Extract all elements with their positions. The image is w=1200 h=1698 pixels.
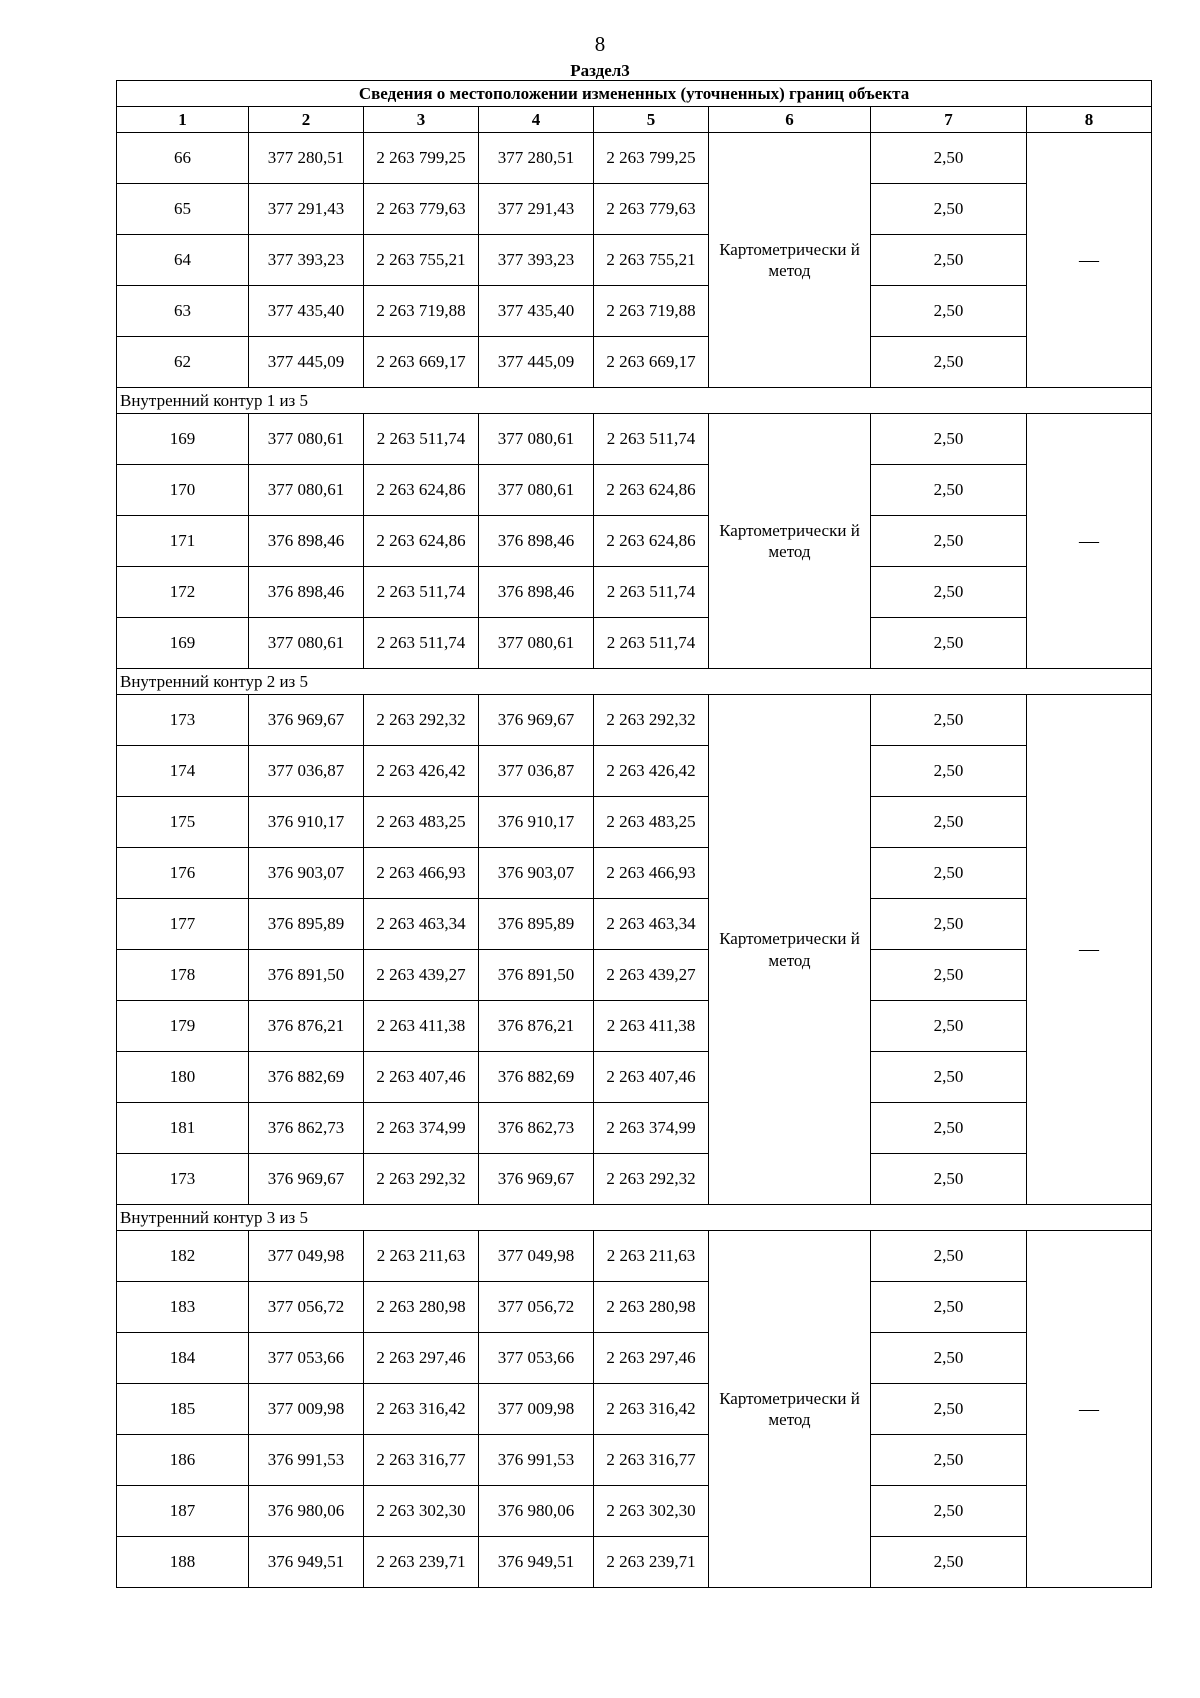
y-coordinate-cell: 2 263 624,86 (594, 465, 709, 516)
accuracy-cell: 2,50 (871, 1154, 1027, 1205)
description-cell: — (1027, 133, 1152, 388)
y-coordinate-cell: 2 263 316,77 (364, 1435, 479, 1486)
table-row (117, 1384, 1152, 1435)
y-coordinate-cell: 2 263 755,21 (594, 235, 709, 286)
accuracy-cell: 2,50 (871, 567, 1027, 618)
x-coordinate-cell: 376 949,51 (249, 1537, 364, 1588)
x-coordinate-cell: 377 393,23 (479, 235, 594, 286)
x-coordinate-cell: 377 049,98 (249, 1231, 364, 1282)
point-number-cell: 172 (117, 567, 249, 618)
y-coordinate-cell: 2 263 292,32 (594, 1154, 709, 1205)
accuracy-cell: 2,50 (871, 1435, 1027, 1486)
x-coordinate-cell: 376 876,21 (479, 1001, 594, 1052)
point-number-cell: 65 (117, 184, 249, 235)
description-cell: — (1027, 1231, 1152, 1588)
point-number-cell: 64 (117, 235, 249, 286)
y-coordinate-cell: 2 263 426,42 (364, 746, 479, 797)
y-coordinate-cell: 2 263 411,38 (594, 1001, 709, 1052)
table-row (117, 1103, 1152, 1154)
point-number-cell: 169 (117, 618, 249, 669)
x-coordinate-cell: 377 053,66 (479, 1333, 594, 1384)
y-coordinate-cell: 2 263 511,74 (364, 414, 479, 465)
y-coordinate-cell: 2 263 483,25 (594, 797, 709, 848)
accuracy-cell: 2,50 (871, 1282, 1027, 1333)
x-coordinate-cell: 377 080,61 (479, 414, 594, 465)
y-coordinate-cell: 2 263 211,63 (594, 1231, 709, 1282)
x-coordinate-cell: 376 910,17 (479, 797, 594, 848)
accuracy-cell: 2,50 (871, 465, 1027, 516)
x-coordinate-cell: 377 435,40 (249, 286, 364, 337)
contour-label: Внутренний контур 3 из 5 (117, 1205, 1152, 1231)
point-number-cell: 170 (117, 465, 249, 516)
point-number-cell: 186 (117, 1435, 249, 1486)
x-coordinate-cell: 377 080,61 (249, 618, 364, 669)
x-coordinate-cell: 377 291,43 (479, 184, 594, 235)
point-number-cell: 181 (117, 1103, 249, 1154)
x-coordinate-cell: 377 435,40 (479, 286, 594, 337)
point-number-cell: 176 (117, 848, 249, 899)
accuracy-cell: 2,50 (871, 1486, 1027, 1537)
x-coordinate-cell: 376 898,46 (479, 567, 594, 618)
y-coordinate-cell: 2 263 407,46 (364, 1052, 479, 1103)
y-coordinate-cell: 2 263 466,93 (594, 848, 709, 899)
x-coordinate-cell: 377 049,98 (479, 1231, 594, 1282)
y-coordinate-cell: 2 263 779,63 (594, 184, 709, 235)
x-coordinate-cell: 376 969,67 (249, 695, 364, 746)
accuracy-cell: 2,50 (871, 695, 1027, 746)
description-cell: — (1027, 695, 1152, 1205)
y-coordinate-cell: 2 263 292,32 (594, 695, 709, 746)
column-header: 5 (594, 107, 709, 133)
x-coordinate-cell: 376 898,46 (249, 567, 364, 618)
point-number-cell: 180 (117, 1052, 249, 1103)
x-coordinate-cell: 377 080,61 (249, 465, 364, 516)
table-row (117, 1333, 1152, 1384)
x-coordinate-cell: 376 862,73 (249, 1103, 364, 1154)
y-coordinate-cell: 2 263 297,46 (364, 1333, 479, 1384)
table-row (117, 414, 1152, 465)
table-row (117, 950, 1152, 1001)
table-row (117, 1231, 1152, 1282)
x-coordinate-cell: 376 980,06 (249, 1486, 364, 1537)
contour-label-row (117, 1205, 1152, 1231)
point-number-cell: 185 (117, 1384, 249, 1435)
x-coordinate-cell: 377 280,51 (479, 133, 594, 184)
x-coordinate-cell: 376 898,46 (249, 516, 364, 567)
y-coordinate-cell: 2 263 511,74 (364, 618, 479, 669)
x-coordinate-cell: 376 910,17 (249, 797, 364, 848)
x-coordinate-cell: 376 895,89 (249, 899, 364, 950)
x-coordinate-cell: 376 991,53 (249, 1435, 364, 1486)
y-coordinate-cell: 2 263 511,74 (364, 567, 479, 618)
table-row (117, 337, 1152, 388)
x-coordinate-cell: 377 445,09 (249, 337, 364, 388)
x-coordinate-cell: 377 036,87 (249, 746, 364, 797)
accuracy-cell: 2,50 (871, 516, 1027, 567)
boundary-coordinates-table (116, 80, 1152, 1588)
method-cell: Картометрически й метод (709, 1231, 871, 1588)
point-number-cell: 171 (117, 516, 249, 567)
y-coordinate-cell: 2 263 483,25 (364, 797, 479, 848)
y-coordinate-cell: 2 263 719,88 (594, 286, 709, 337)
x-coordinate-cell: 376 969,67 (479, 1154, 594, 1205)
contour-label: Внутренний контур 1 из 5 (117, 388, 1152, 414)
table-row (117, 286, 1152, 337)
accuracy-cell: 2,50 (871, 848, 1027, 899)
x-coordinate-cell: 377 393,23 (249, 235, 364, 286)
contour-label-row (117, 669, 1152, 695)
point-number-cell: 183 (117, 1282, 249, 1333)
column-header: 2 (249, 107, 364, 133)
x-coordinate-cell: 377 009,98 (479, 1384, 594, 1435)
y-coordinate-cell: 2 263 426,42 (594, 746, 709, 797)
accuracy-cell: 2,50 (871, 1103, 1027, 1154)
y-coordinate-cell: 2 263 669,17 (594, 337, 709, 388)
x-coordinate-cell: 377 080,61 (249, 414, 364, 465)
table-row (117, 516, 1152, 567)
x-coordinate-cell: 376 882,69 (249, 1052, 364, 1103)
y-coordinate-cell: 2 263 292,32 (364, 695, 479, 746)
x-coordinate-cell: 377 056,72 (249, 1282, 364, 1333)
y-coordinate-cell: 2 263 239,71 (364, 1537, 479, 1588)
accuracy-cell: 2,50 (871, 337, 1027, 388)
x-coordinate-cell: 376 969,67 (249, 1154, 364, 1205)
point-number-cell: 66 (117, 133, 249, 184)
table-header-row (117, 107, 1152, 133)
y-coordinate-cell: 2 263 411,38 (364, 1001, 479, 1052)
x-coordinate-cell: 376 895,89 (479, 899, 594, 950)
accuracy-cell: 2,50 (871, 899, 1027, 950)
y-coordinate-cell: 2 263 239,71 (594, 1537, 709, 1588)
point-number-cell: 174 (117, 746, 249, 797)
table-row (117, 797, 1152, 848)
x-coordinate-cell: 376 903,07 (249, 848, 364, 899)
point-number-cell: 169 (117, 414, 249, 465)
point-number-cell: 178 (117, 950, 249, 1001)
y-coordinate-cell: 2 263 779,63 (364, 184, 479, 235)
column-header: 7 (871, 107, 1027, 133)
y-coordinate-cell: 2 263 463,34 (364, 899, 479, 950)
y-coordinate-cell: 2 263 292,32 (364, 1154, 479, 1205)
description-cell: — (1027, 414, 1152, 669)
x-coordinate-cell: 376 876,21 (249, 1001, 364, 1052)
accuracy-cell: 2,50 (871, 1384, 1027, 1435)
y-coordinate-cell: 2 263 316,77 (594, 1435, 709, 1486)
x-coordinate-cell: 376 903,07 (479, 848, 594, 899)
method-cell: Картометрически й метод (709, 414, 871, 669)
x-coordinate-cell: 376 991,53 (479, 1435, 594, 1486)
x-coordinate-cell: 377 056,72 (479, 1282, 594, 1333)
table-row (117, 1282, 1152, 1333)
column-header: 8 (1027, 107, 1152, 133)
table-row (117, 1154, 1152, 1205)
y-coordinate-cell: 2 263 316,42 (364, 1384, 479, 1435)
x-coordinate-cell: 376 862,73 (479, 1103, 594, 1154)
table-row (117, 1435, 1152, 1486)
y-coordinate-cell: 2 263 463,34 (594, 899, 709, 950)
y-coordinate-cell: 2 263 297,46 (594, 1333, 709, 1384)
accuracy-cell: 2,50 (871, 950, 1027, 1001)
y-coordinate-cell: 2 263 511,74 (594, 618, 709, 669)
accuracy-cell: 2,50 (871, 618, 1027, 669)
table-caption: Сведения о местоположении измененных (уточненных) границ объекта (117, 81, 1152, 107)
point-number-cell: 179 (117, 1001, 249, 1052)
point-number-cell: 182 (117, 1231, 249, 1282)
accuracy-cell: 2,50 (871, 1001, 1027, 1052)
point-number-cell: 188 (117, 1537, 249, 1588)
x-coordinate-cell: 376 898,46 (479, 516, 594, 567)
y-coordinate-cell: 2 263 511,74 (594, 567, 709, 618)
y-coordinate-cell: 2 263 799,25 (594, 133, 709, 184)
table-row (117, 133, 1152, 184)
accuracy-cell: 2,50 (871, 414, 1027, 465)
x-coordinate-cell: 377 280,51 (249, 133, 364, 184)
y-coordinate-cell: 2 263 302,30 (364, 1486, 479, 1537)
accuracy-cell: 2,50 (871, 1537, 1027, 1588)
accuracy-cell: 2,50 (871, 133, 1027, 184)
accuracy-cell: 2,50 (871, 235, 1027, 286)
column-header: 4 (479, 107, 594, 133)
point-number-cell: 173 (117, 1154, 249, 1205)
contour-label: Внутренний контур 2 из 5 (117, 669, 1152, 695)
table-body (117, 133, 1152, 1588)
point-number-cell: 173 (117, 695, 249, 746)
accuracy-cell: 2,50 (871, 1333, 1027, 1384)
column-header: 6 (709, 107, 871, 133)
contour-label-row (117, 388, 1152, 414)
y-coordinate-cell: 2 263 374,99 (594, 1103, 709, 1154)
x-coordinate-cell: 376 882,69 (479, 1052, 594, 1103)
table-row (117, 746, 1152, 797)
x-coordinate-cell: 377 080,61 (479, 618, 594, 669)
y-coordinate-cell: 2 263 669,17 (364, 337, 479, 388)
table-row (117, 1537, 1152, 1588)
x-coordinate-cell: 376 949,51 (479, 1537, 594, 1588)
y-coordinate-cell: 2 263 316,42 (594, 1384, 709, 1435)
point-number-cell: 184 (117, 1333, 249, 1384)
y-coordinate-cell: 2 263 439,27 (594, 950, 709, 1001)
y-coordinate-cell: 2 263 755,21 (364, 235, 479, 286)
y-coordinate-cell: 2 263 719,88 (364, 286, 479, 337)
x-coordinate-cell: 376 891,50 (479, 950, 594, 1001)
table-row (117, 465, 1152, 516)
x-coordinate-cell: 376 969,67 (479, 695, 594, 746)
page-number: 8 (594, 32, 606, 56)
point-number-cell: 63 (117, 286, 249, 337)
table-row (117, 618, 1152, 669)
table-row (117, 899, 1152, 950)
x-coordinate-cell: 377 009,98 (249, 1384, 364, 1435)
accuracy-cell: 2,50 (871, 184, 1027, 235)
y-coordinate-cell: 2 263 211,63 (364, 1231, 479, 1282)
accuracy-cell: 2,50 (871, 286, 1027, 337)
table-row (117, 184, 1152, 235)
y-coordinate-cell: 2 263 624,86 (364, 516, 479, 567)
point-number-cell: 187 (117, 1486, 249, 1537)
y-coordinate-cell: 2 263 280,98 (594, 1282, 709, 1333)
point-number-cell: 177 (117, 899, 249, 950)
table-row (117, 1486, 1152, 1537)
section-title: Раздел3 (570, 61, 630, 80)
y-coordinate-cell: 2 263 511,74 (594, 414, 709, 465)
y-coordinate-cell: 2 263 302,30 (594, 1486, 709, 1537)
y-coordinate-cell: 2 263 624,86 (594, 516, 709, 567)
column-header: 1 (117, 107, 249, 133)
accuracy-cell: 2,50 (871, 1231, 1027, 1282)
table-row (117, 848, 1152, 899)
table-row (117, 1001, 1152, 1052)
x-coordinate-cell: 377 080,61 (479, 465, 594, 516)
table-row (117, 567, 1152, 618)
table-row (117, 695, 1152, 746)
y-coordinate-cell: 2 263 624,86 (364, 465, 479, 516)
y-coordinate-cell: 2 263 407,46 (594, 1052, 709, 1103)
method-cell: Картометрически й метод (709, 133, 871, 388)
table-caption-row (117, 81, 1152, 107)
table-row (117, 1052, 1152, 1103)
x-coordinate-cell: 377 036,87 (479, 746, 594, 797)
x-coordinate-cell: 376 891,50 (249, 950, 364, 1001)
accuracy-cell: 2,50 (871, 1052, 1027, 1103)
accuracy-cell: 2,50 (871, 746, 1027, 797)
x-coordinate-cell: 377 291,43 (249, 184, 364, 235)
point-number-cell: 62 (117, 337, 249, 388)
x-coordinate-cell: 377 053,66 (249, 1333, 364, 1384)
table-row (117, 235, 1152, 286)
y-coordinate-cell: 2 263 374,99 (364, 1103, 479, 1154)
accuracy-cell: 2,50 (871, 797, 1027, 848)
point-number-cell: 175 (117, 797, 249, 848)
column-header: 3 (364, 107, 479, 133)
x-coordinate-cell: 377 445,09 (479, 337, 594, 388)
y-coordinate-cell: 2 263 799,25 (364, 133, 479, 184)
method-cell: Картометрически й метод (709, 695, 871, 1205)
x-coordinate-cell: 376 980,06 (479, 1486, 594, 1537)
y-coordinate-cell: 2 263 439,27 (364, 950, 479, 1001)
y-coordinate-cell: 2 263 280,98 (364, 1282, 479, 1333)
y-coordinate-cell: 2 263 466,93 (364, 848, 479, 899)
